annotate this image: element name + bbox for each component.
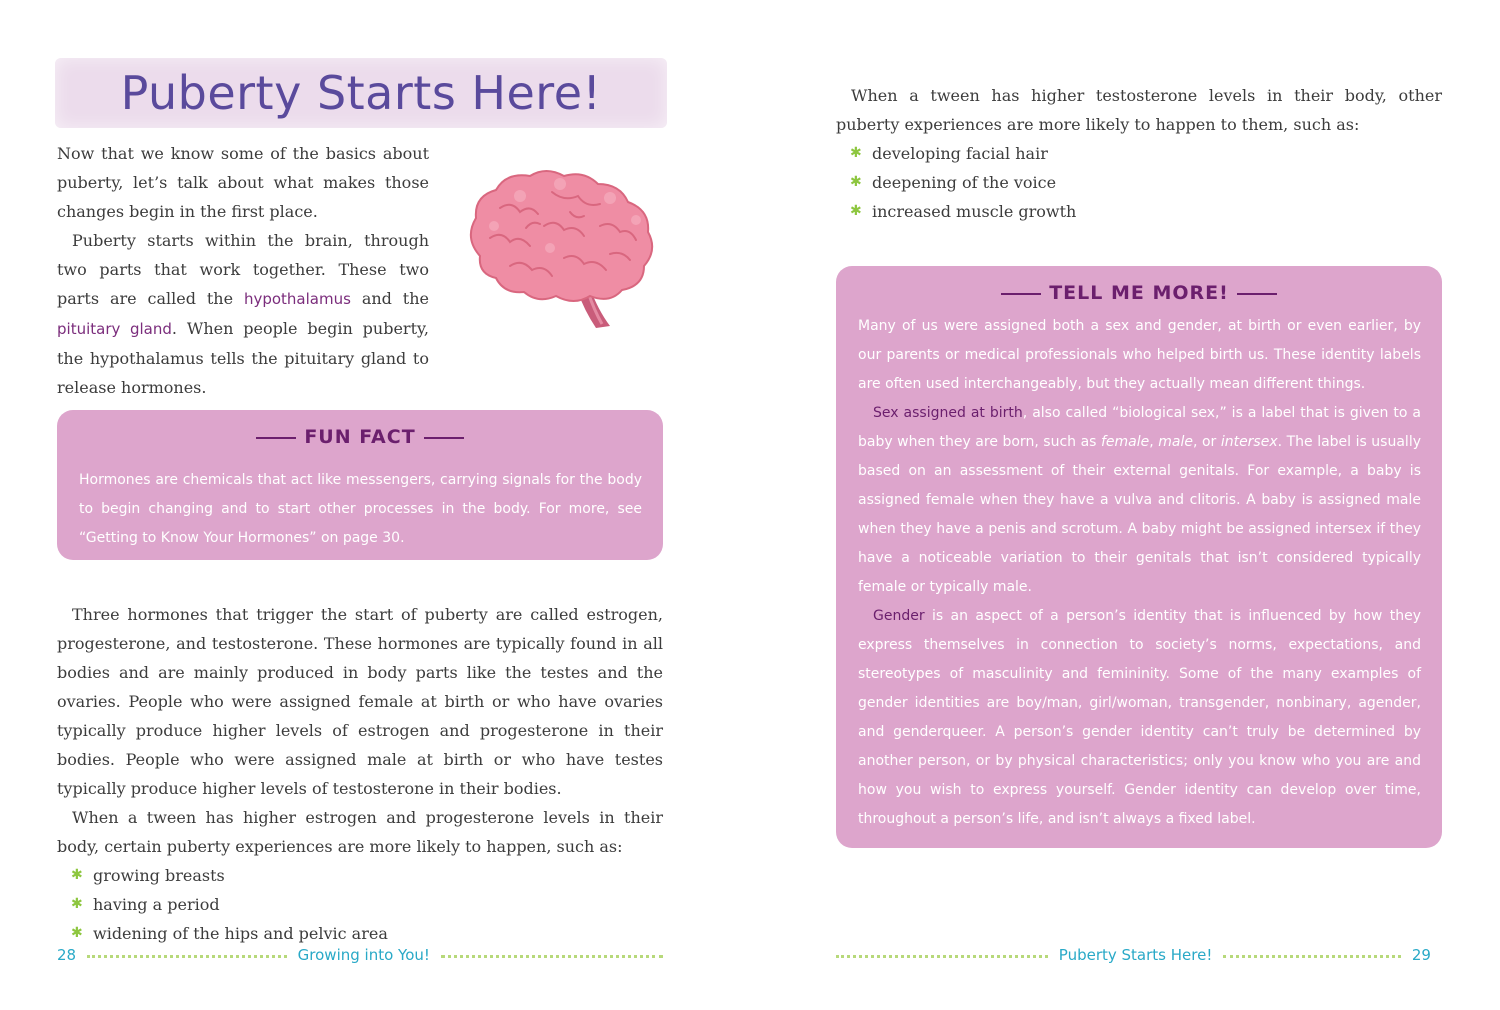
left-footer [57, 946, 663, 972]
running-title: Growing into You! [297, 946, 430, 964]
tell-me-more-paragraph-1: Many of us were assigned both a sex and gender, at birth or even earlier, by our parents or medical professionals who helped birth us. These identity labels are often used interchangeably, but they actually mean different things. [858, 318, 1421, 392]
bullet-text: having a period [93, 895, 220, 914]
testosterone-text [836, 81, 1442, 226]
intro-p2-pre: Puberty starts within the brain, through two parts that work together. These two parts are called the [57, 231, 429, 308]
page-number: 28 [57, 946, 77, 964]
fun-fact-body [79, 466, 642, 553]
tell-me-more-paragraph-2 [858, 399, 1421, 602]
list-item [57, 919, 663, 948]
fun-fact-box [57, 410, 663, 560]
dotted-rule [836, 945, 1048, 958]
intro-p2-mid: and the [350, 289, 429, 308]
fun-fact-heading [57, 426, 663, 448]
list-item [836, 168, 1442, 197]
brain-illustration [460, 168, 660, 330]
list-item [836, 139, 1442, 168]
dotted-rule [441, 945, 663, 958]
bullet-text: growing breasts [93, 866, 225, 885]
list-item [57, 890, 663, 919]
hormones-paragraph-1: Three hormones that trigger the start of puberty are called estrogen, progesterone, and testosterone. These hormones are typically found in all bodies and are mainly produced in body parts like the testes and the ovaries. People who were assigned female at birth or who have ovaries typically produce higher levels of estrogen and progesterone in their bodies. People who were assigned male at birth or who have testes typically produce higher levels of testosterone in their bodies. [57, 605, 663, 798]
asterisk-bullet-icon: ✱ [850, 203, 862, 219]
testosterone-bullet-list [836, 139, 1442, 226]
estrogen-bullet-list [57, 861, 663, 948]
asterisk-bullet-icon: ✱ [71, 925, 83, 941]
p2-sep: , or [1192, 434, 1221, 450]
testosterone-paragraph: When a tween has higher testosterone levels in their body, other puberty experiences are more likely to happen to them, such as: [836, 86, 1442, 134]
term-sex-assigned-at-birth: Sex assigned at birth [873, 405, 1023, 421]
page-number: 29 [1411, 946, 1431, 964]
asterisk-bullet-icon: ✱ [850, 174, 862, 190]
asterisk-bullet-icon: ✱ [71, 867, 83, 883]
term-gender: Gender [873, 608, 925, 624]
p2-post: . The label is usually based on an assessment of their external genitals. For example, a baby is assigned female when they have a vulva and clitoris. A baby is assigned male when they have a penis and scrotum. A baby might be assigned intersex if they have a noticeable variation to their genitals that isn’t considered typically female or typically male. [858, 434, 1421, 595]
tell-me-more-heading [836, 282, 1442, 304]
bullet-text: increased muscle growth [872, 202, 1077, 221]
p2-em-female: female [1100, 434, 1150, 450]
intro-text [57, 139, 429, 402]
hormones-text [57, 600, 663, 948]
tell-me-more-box [836, 266, 1442, 848]
bullet-text: developing facial hair [872, 144, 1048, 163]
p3-post: is an aspect of a person’s identity that is influenced by how they express themselves in connection to society’s norms, expectations, and stereotypes of masculinity and femininity. Some of the many examples of gender identities are boy/man, girl/woman, transgender, nonbinary, agender, and genderqueer. A person’s gender identity can’t truly be determined by another person, or by physical characteristics; only you know who you are and how you wish to express yourself. Gender identity can develop over time, throughout a person’s life, and isn’t always a fixed label. [858, 608, 1421, 827]
list-item [836, 197, 1442, 226]
fun-fact-text: Hormones are chemicals that act like messengers, carrying signals for the body to begin changing and to start other processes in the body. For more, see “Getting to Know Your Hormones” on page 30. [79, 472, 642, 546]
p2-em-intersex: intersex [1220, 434, 1278, 450]
page-title: Puberty Starts Here! [120, 66, 602, 120]
term-pituitary-gland: pituitary gland [57, 320, 172, 338]
bullet-text: deepening of the voice [872, 173, 1057, 192]
right-footer [836, 946, 1442, 972]
p2-sep: , [1149, 434, 1159, 450]
title-banner [55, 58, 667, 128]
p2-pre: , also called “biological sex,” is a label that is given to a baby when they are born, such as [858, 405, 1422, 450]
dotted-rule [1223, 945, 1401, 958]
fun-fact-heading-text: FUN FACT [304, 426, 416, 448]
intro-p2-post: . When people begin puberty, the hypothalamus tells the pituitary gland to release hormones. [57, 319, 429, 397]
tell-me-more-heading-text: TELL ME MORE! [1049, 282, 1229, 304]
dotted-rule [87, 945, 287, 958]
intro-paragraph-1: Now that we know some of the basics about puberty, let’s talk about what makes those changes begin in the first place. [57, 144, 429, 221]
bullet-text: widening of the hips and pelvic area [93, 924, 388, 943]
running-title: Puberty Starts Here! [1058, 946, 1213, 964]
hormones-paragraph-2: When a tween has higher estrogen and progesterone levels in their body, certain puberty experiences are more likely to happen, such as: [57, 808, 663, 856]
term-hypothalamus: hypothalamus [243, 290, 351, 308]
list-item [57, 861, 663, 890]
p2-em-male: male [1158, 434, 1193, 450]
asterisk-bullet-icon: ✱ [850, 145, 862, 161]
tell-me-more-body [858, 312, 1421, 834]
asterisk-bullet-icon: ✱ [71, 896, 83, 912]
tell-me-more-paragraph-3 [858, 602, 1421, 834]
right-page [750, 0, 1500, 1010]
intro-paragraph-2 [57, 226, 429, 402]
